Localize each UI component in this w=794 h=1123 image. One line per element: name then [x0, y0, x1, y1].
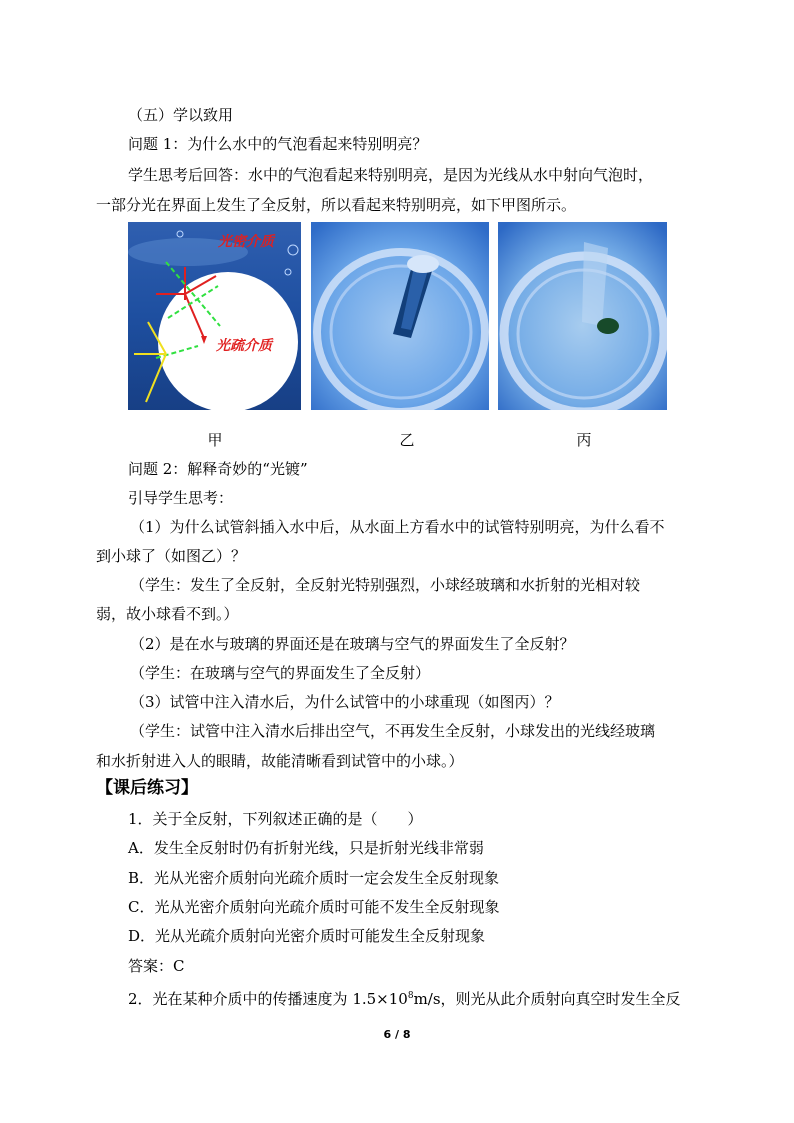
point-3: （3）试管中注入清水后，为什么试管中的小球重现（如图丙）？	[130, 693, 560, 711]
guide-text: 引导学生思考：	[128, 489, 234, 507]
exercise-2-exponent: 8	[407, 991, 414, 1001]
caption-bing: 丙	[576, 431, 592, 449]
page-number: 6 / 8	[383, 1028, 411, 1041]
figure-jia	[128, 222, 301, 410]
caption-jia: 甲	[207, 431, 223, 449]
exercises-heading: 【课后练习】	[96, 778, 198, 798]
point-1-line-1: （1）为什么试管斜插入水中后，从水面上方看水中的试管特别明亮，为什么看不	[130, 518, 665, 536]
answer-point-3-line-2: 和水折射进入人的眼睛，故能清晰看到试管中的小球。）	[96, 752, 464, 770]
figure-yi	[311, 222, 489, 410]
figure-bing-image	[498, 222, 667, 410]
question-2-title: 问题 2：解释奇妙的“光镀”	[128, 460, 308, 478]
label-dense-medium: 光密介质	[218, 234, 274, 250]
label-sparse-medium: 光疏介质	[216, 338, 272, 354]
caption-yi: 乙	[399, 431, 415, 449]
figure-jia-image	[128, 222, 301, 410]
figure-yi-image	[311, 222, 489, 410]
exercise-1-answer: 答案：C	[128, 957, 185, 975]
section-heading: （五）学以致用	[128, 106, 234, 124]
exercise-2-text-end: m/s，则光从此介质射向真空时发生全反	[413, 990, 681, 1008]
point-1-line-2: 到小球了（如图乙）？	[96, 547, 247, 565]
exercise-2-text-start: 2．光在某种介质中的传播速度为 1.5×10	[128, 990, 408, 1008]
answer-point-1-line-1: （学生：发生了全反射，全反射光特别强烈，小球经玻璃和水折射的光相对较	[130, 576, 641, 594]
answer-1-line-1: 学生思考后回答：水中的气泡看起来特别明亮，是因为光线从水中射向气泡时，	[128, 166, 654, 184]
answer-point-2: （学生：在玻璃与空气的界面发生了全反射）	[130, 664, 431, 682]
answer-1-line-2: 一部分光在界面上发生了全反射，所以看起来特别明亮，如下甲图所示。	[96, 196, 577, 214]
figure-bing	[498, 222, 667, 410]
answer-point-3-line-1: （学生：试管中注入清水后排出空气，不再发生全反射，小球发出的光线经玻璃	[130, 722, 656, 740]
exercise-1-question: 1．关于全反射，下列叙述正确的是（ ）	[128, 810, 423, 828]
exercise-1-option-a: A．发生全反射时仍有折射光线，只是折射光线非常弱	[128, 839, 484, 857]
question-1: 问题 1：为什么水中的气泡看起来特别明亮？	[128, 135, 428, 153]
point-2: （2）是在水与玻璃的界面还是在玻璃与空气的界面发生了全反射？	[130, 635, 575, 653]
exercise-2-question	[128, 986, 681, 1009]
answer-point-1-line-2: 弱，故小球看不到。）	[96, 605, 239, 623]
exercise-1-option-b: B．光从光密介质射向光疏介质时一定会发生全反射现象	[128, 869, 500, 887]
exercise-1-option-d: D．光从光疏介质射向光密介质时可能发生全反射现象	[128, 927, 486, 945]
exercise-1-option-c: C．光从光密介质射向光疏介质时可能不发生全反射现象	[128, 898, 500, 916]
